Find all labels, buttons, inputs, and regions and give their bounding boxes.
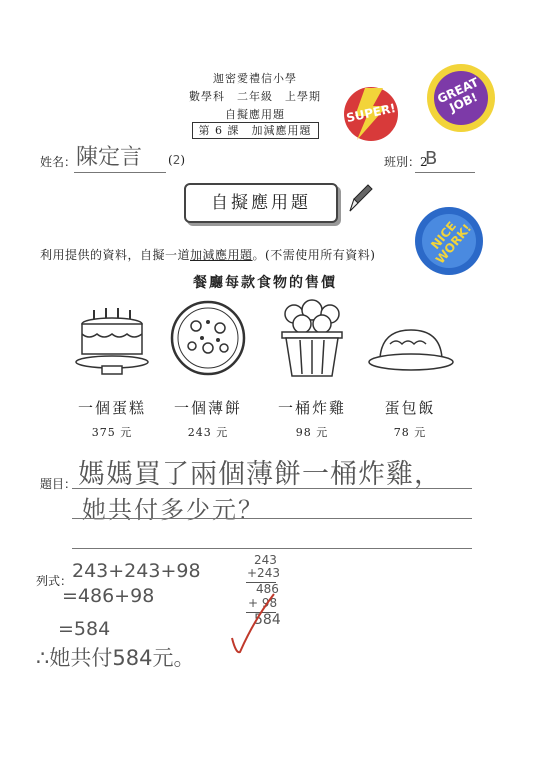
food-price-pizza: 243 元 [187,426,229,439]
food-price-omelette: 78 元 [393,426,427,439]
nice-work-sticker [413,205,485,277]
name-label: 姓名： [40,155,77,169]
great-job-sticker-text: GREAT JOB! [435,75,481,115]
section-banner [184,183,338,223]
food-name-pizza: 一個薄餅 [173,399,242,417]
instruction-before: 利用提供的資料，自擬一道 [40,248,191,262]
name-underline [74,172,166,173]
super-sticker-text: SUPER! [345,100,397,126]
vertical-row-4: + 98 [248,596,278,610]
question-rule-3 [72,548,472,549]
great-job-sticker [425,62,497,134]
question-label: 題目： [40,477,77,491]
answer-line: ∴她共付584元。 [36,646,195,670]
student-name: 陳定言 [76,145,143,170]
student-number-value: 2 [172,153,181,167]
lesson-label [170,122,340,138]
super-sticker [335,86,407,142]
cake-icon [72,300,152,380]
question-rule-1 [72,488,472,489]
question-rule-2 [72,518,472,519]
menu-title: 餐廳每款食物的售價 [193,275,337,291]
class-underline [415,172,475,173]
equation-line-2: =486+98 [62,585,155,607]
food-name-omelette: 蛋包飯 [384,399,436,417]
question-line-1: 媽媽買了兩個薄餅一桶炸雞， [78,459,442,490]
fried-chicken-bucket-icon [272,296,352,380]
banner-title: 自擬應用題 [211,193,311,213]
omelette-rice-icon [366,318,456,378]
instruction-after: 。(不需使用所有資料) [252,248,376,262]
worksheet-title: 自擬應用題 [225,108,285,121]
vertical-row-3: 486 [256,582,279,596]
food-price-cake: 375 元 [91,426,133,439]
school-name: 迦密愛禮信小學 [213,72,297,85]
student-number: (2) [168,153,186,167]
food-price-chicken: 98 元 [295,426,329,439]
subject-line: 數學科 二年級 上學期 [189,90,321,103]
class-value: B [425,148,438,169]
class-label: 班別：2 [384,155,428,169]
food-name-cake: 一個蛋糕 [77,399,146,417]
nice-work-sticker-text: NICE WORK! [428,218,475,267]
lesson-text: 第 6 課 加減應用題 [192,122,319,139]
vertical-row-5: 584 [254,612,281,628]
equation-line-3: =584 [58,618,111,640]
instruction [40,246,375,263]
food-name-chicken: 一桶炸雞 [277,399,346,417]
equation-line-1: 243+243+98 [72,560,201,582]
check-mark-icon [228,590,278,660]
pizza-icon [168,298,248,378]
instruction-underlined: 加減應用題 [190,248,253,262]
question-line-2: 她共付多少元？ [82,496,264,524]
vertical-row-2: +243 [247,566,280,580]
vertical-row-1: 243 [254,553,277,567]
working-label: 列式： [36,574,73,588]
pencil-icon [344,181,374,215]
